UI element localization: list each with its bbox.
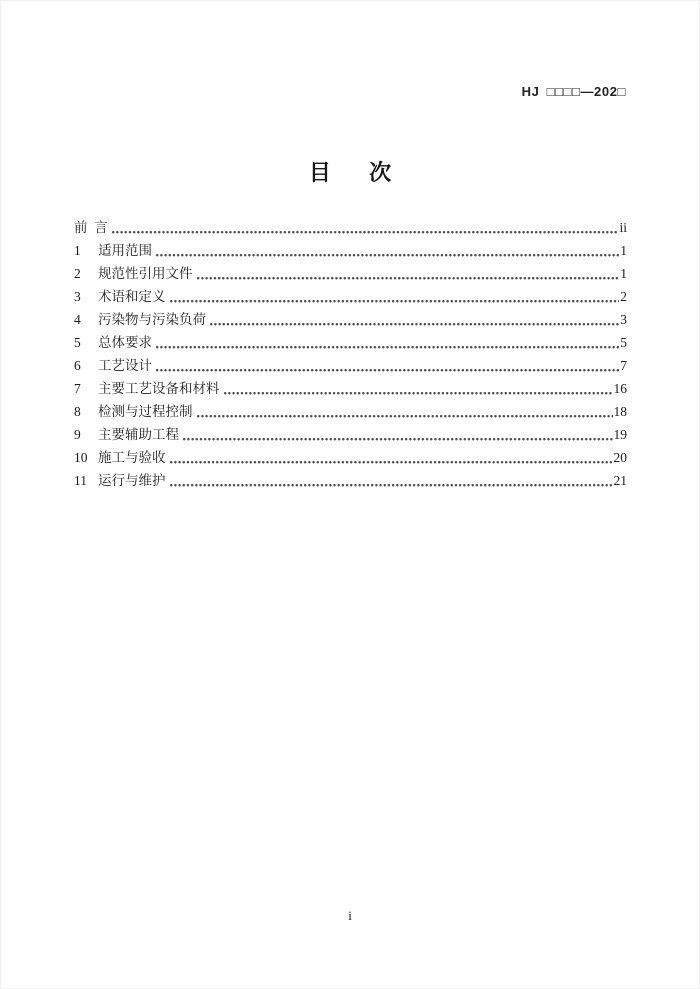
toc-item-label: 运行与维护 bbox=[98, 473, 166, 488]
toc-row-1 bbox=[74, 236, 627, 259]
toc-item-label: 主要辅助工程 bbox=[98, 427, 179, 442]
toc-row-3 bbox=[74, 282, 627, 305]
toc-item-number: 11 bbox=[74, 473, 87, 488]
toc-row-4 bbox=[74, 305, 627, 328]
toc-item-number: 1 bbox=[74, 243, 81, 258]
toc-item-number: 6 bbox=[74, 358, 81, 373]
dot-leader bbox=[112, 230, 619, 234]
toc-item-number: 9 bbox=[74, 427, 81, 442]
toc-item-label: 总体要求 bbox=[98, 335, 152, 350]
toc-item-page: 20 bbox=[613, 450, 627, 465]
toc-item-number: 7 bbox=[74, 381, 81, 396]
toc-item-page: 1 bbox=[620, 243, 627, 258]
toc-row-9 bbox=[74, 420, 627, 443]
toc-item-page: 7 bbox=[620, 358, 627, 373]
toc-item-page: 5 bbox=[620, 335, 627, 350]
toc-item-label: 检测与过程控制 bbox=[98, 404, 193, 419]
toc-item-page: 3 bbox=[620, 312, 627, 327]
toc-item-label: 规范性引用文件 bbox=[98, 266, 193, 281]
dot-leader bbox=[197, 276, 620, 280]
page-title: 目 次 bbox=[308, 160, 392, 185]
toc-item-label: 术语和定义 bbox=[98, 289, 166, 304]
toc-item-number: 2 bbox=[74, 266, 81, 281]
dot-leader bbox=[224, 391, 613, 395]
dot-leader bbox=[183, 437, 613, 441]
toc-item-page: 19 bbox=[613, 427, 627, 442]
footer-page-number: i bbox=[348, 908, 352, 923]
toc-item-number: 8 bbox=[74, 404, 81, 419]
toc-row-foreword bbox=[74, 213, 627, 236]
toc-item-page: 2 bbox=[620, 289, 627, 304]
toc-item-label: 主要工艺设备和材料 bbox=[98, 381, 220, 396]
toc-item-label: 施工与验收 bbox=[98, 450, 166, 465]
toc-row-10 bbox=[74, 443, 627, 466]
toc-item-page: 18 bbox=[613, 404, 627, 419]
table-of-contents bbox=[74, 213, 627, 489]
toc-item-label: 前 言 bbox=[74, 220, 108, 235]
dot-leader bbox=[156, 368, 619, 372]
toc-item-number: 5 bbox=[74, 335, 81, 350]
toc-item-label: 适用范围 bbox=[98, 243, 152, 258]
toc-row-5 bbox=[74, 328, 627, 351]
toc-row-8 bbox=[74, 397, 627, 420]
standard-code-header: HJ □□□□—202□ bbox=[521, 84, 626, 99]
toc-item-page: ii bbox=[619, 220, 627, 235]
toc-item-number: 3 bbox=[74, 289, 81, 304]
dot-leader bbox=[170, 460, 613, 464]
toc-item-number: 10 bbox=[74, 450, 88, 465]
toc-row-6 bbox=[74, 351, 627, 374]
toc-item-page: 1 bbox=[620, 266, 627, 281]
toc-row-11 bbox=[74, 466, 627, 489]
toc-row-2 bbox=[74, 259, 627, 282]
toc-item-number: 4 bbox=[74, 312, 81, 327]
dot-leader bbox=[197, 414, 613, 418]
toc-item-label: 污染物与污染负荷 bbox=[98, 312, 206, 327]
dot-leader bbox=[170, 299, 620, 303]
toc-item-page: 21 bbox=[613, 473, 627, 488]
toc-row-7 bbox=[74, 374, 627, 397]
dot-leader bbox=[170, 483, 613, 487]
dot-leader bbox=[156, 345, 619, 349]
dot-leader bbox=[210, 322, 619, 326]
toc-item-label: 工艺设计 bbox=[98, 358, 152, 373]
dot-leader bbox=[156, 253, 619, 257]
toc-item-page: 16 bbox=[613, 381, 627, 396]
